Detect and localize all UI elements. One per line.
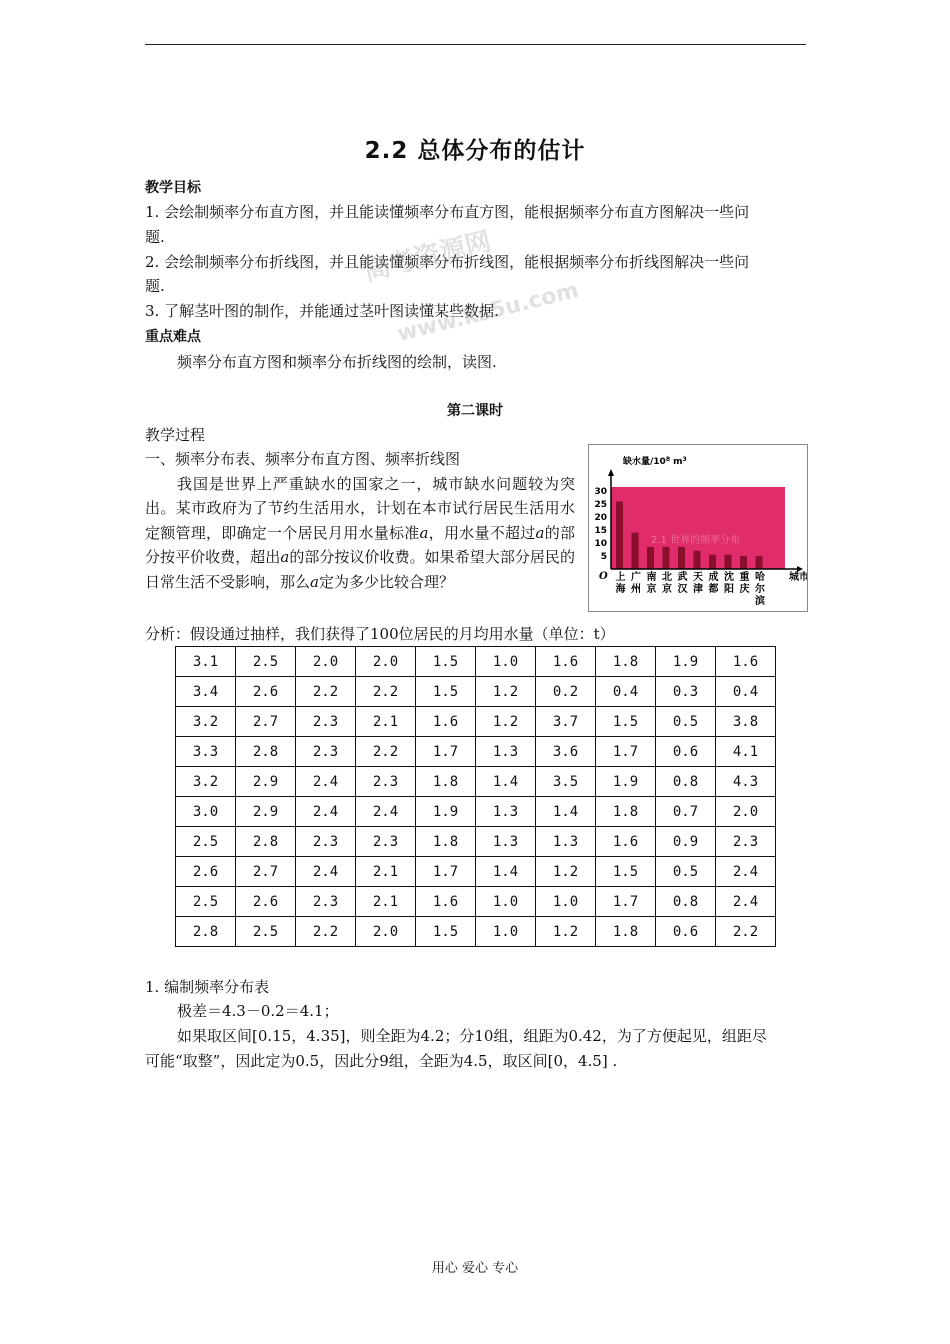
table-cell: 1.8 bbox=[596, 797, 656, 827]
table-cell: 1.3 bbox=[536, 827, 596, 857]
watermark-line1: 高考资源网 bbox=[360, 226, 495, 288]
table-row bbox=[176, 917, 776, 947]
table-cell: 3.0 bbox=[176, 797, 236, 827]
table-cell: 2.5 bbox=[236, 647, 296, 677]
table-cell: 2.3 bbox=[296, 827, 356, 857]
table-cell: 1.2 bbox=[476, 677, 536, 707]
section-heading: 一、频率分布表、频率分布直方图、频率折线图 bbox=[145, 450, 461, 468]
table-cell: 1.0 bbox=[536, 887, 596, 917]
chart-bar bbox=[756, 556, 763, 569]
table-cell: 1.2 bbox=[476, 707, 536, 737]
table-cell: 2.9 bbox=[236, 767, 296, 797]
chart-category-label: 津 bbox=[693, 584, 703, 595]
table-cell: 1.3 bbox=[476, 797, 536, 827]
table-cell: 2.9 bbox=[236, 797, 296, 827]
table-cell: 2.2 bbox=[716, 917, 776, 947]
table-cell: 1.8 bbox=[596, 647, 656, 677]
chart-ytick-label: 25 bbox=[594, 500, 607, 510]
key-text: 频率分布直方图和频率分布折线图的绘制，读图. bbox=[177, 353, 497, 371]
chart-bar bbox=[663, 547, 670, 569]
table-cell: 1.2 bbox=[536, 917, 596, 947]
table-cell: 2.0 bbox=[296, 647, 356, 677]
goal-1-line2: 题. bbox=[145, 228, 165, 246]
table-cell: 1.7 bbox=[596, 887, 656, 917]
table-cell: 2.5 bbox=[176, 827, 236, 857]
chart-category-label: 北 bbox=[662, 572, 672, 583]
table-cell: 2.1 bbox=[356, 707, 416, 737]
table-cell: 0.7 bbox=[656, 797, 716, 827]
table-cell: 2.1 bbox=[356, 887, 416, 917]
chart-category-label: 庆 bbox=[739, 584, 750, 595]
table-cell: 0.3 bbox=[656, 677, 716, 707]
table-cell: 2.2 bbox=[296, 917, 356, 947]
table-cell: 1.0 bbox=[476, 917, 536, 947]
table-cell: 0.8 bbox=[656, 767, 716, 797]
table-cell: 1.8 bbox=[416, 767, 476, 797]
step1-heading: 1. 编制频率分布表 bbox=[145, 978, 270, 996]
table-row bbox=[176, 737, 776, 767]
goal-2-line1: 2. 会绘制频率分布折线图，并且能读懂频率分布折线图，能根据频率分布折线图解决一些问 bbox=[145, 253, 750, 271]
table-cell: 1.0 bbox=[476, 647, 536, 677]
chart-category-label: 海 bbox=[615, 584, 626, 595]
chart-category-label: 州 bbox=[631, 584, 641, 595]
chart-bar bbox=[709, 555, 716, 569]
chart-category-label: 成 bbox=[708, 572, 719, 583]
table-cell: 2.4 bbox=[296, 857, 356, 887]
table-cell: 2.3 bbox=[296, 737, 356, 767]
chart-category-label: 滨 bbox=[755, 596, 765, 607]
table-cell: 1.5 bbox=[596, 857, 656, 887]
table-cell: 1.4 bbox=[476, 767, 536, 797]
chart-category-label: 汉 bbox=[677, 584, 688, 595]
chart-bar bbox=[694, 551, 701, 569]
goals-heading: 教学目标 bbox=[145, 180, 201, 196]
table-cell: 2.6 bbox=[236, 677, 296, 707]
table-cell: 2.2 bbox=[356, 737, 416, 767]
chart-bar bbox=[678, 547, 685, 569]
table-cell: 1.9 bbox=[416, 797, 476, 827]
table-cell: 1.7 bbox=[416, 737, 476, 767]
goal-3: 3. 了解茎叶图的制作，并能通过茎叶图读懂某些数据. bbox=[145, 302, 499, 320]
table-cell: 2.0 bbox=[356, 917, 416, 947]
table-cell: 0.5 bbox=[656, 857, 716, 887]
table-cell: 1.6 bbox=[416, 707, 476, 737]
table-row bbox=[176, 677, 776, 707]
table-row bbox=[176, 827, 776, 857]
table-cell: 2.4 bbox=[716, 857, 776, 887]
table-cell: 1.0 bbox=[476, 887, 536, 917]
step1-line1: 如果取区间[0.15，4.35]，则全距为4.2；分10组，组距为0.42，为了方便起见，组距尽 bbox=[177, 1027, 767, 1045]
chart-category-label: 京 bbox=[646, 584, 657, 595]
lesson-heading: 第二课时 bbox=[447, 403, 503, 419]
chart-ytick-label: 20 bbox=[594, 513, 607, 523]
table-row bbox=[176, 887, 776, 917]
table-cell: 1.7 bbox=[416, 857, 476, 887]
table-cell: 2.4 bbox=[296, 797, 356, 827]
water-shortage-chart bbox=[588, 444, 808, 612]
chart-category-label: 天 bbox=[693, 572, 703, 583]
step1-line2: 可能“取整”，因此定为0.5，因此分9组，全距为4.5，取区间[0，4.5] . bbox=[145, 1052, 618, 1070]
table-cell: 1.3 bbox=[476, 827, 536, 857]
chart-category-label: 京 bbox=[662, 584, 672, 595]
chart-xlabel: 城市 bbox=[789, 572, 807, 583]
table-cell: 0.9 bbox=[656, 827, 716, 857]
table-cell: 2.4 bbox=[716, 887, 776, 917]
chart-watermark: 2.1 世界的频率分布 bbox=[651, 535, 741, 546]
table-cell: 2.3 bbox=[356, 827, 416, 857]
chart-bar bbox=[647, 547, 654, 569]
table-cell: 1.9 bbox=[596, 767, 656, 797]
table-cell: 3.2 bbox=[176, 707, 236, 737]
table-cell: 1.6 bbox=[716, 647, 776, 677]
analysis-text: 分析：假设通过抽样，我们获得了100位居民的月均用水量（单位：t） bbox=[145, 625, 615, 643]
table-cell: 1.5 bbox=[416, 677, 476, 707]
table-cell: 3.6 bbox=[536, 737, 596, 767]
table-cell: 2.7 bbox=[236, 707, 296, 737]
table-cell: 3.7 bbox=[536, 707, 596, 737]
table-cell: 1.4 bbox=[476, 857, 536, 887]
table-cell: 3.2 bbox=[176, 767, 236, 797]
table-row bbox=[176, 857, 776, 887]
table-cell: 3.3 bbox=[176, 737, 236, 767]
table-cell: 2.0 bbox=[716, 797, 776, 827]
table-row bbox=[176, 647, 776, 677]
table-cell: 0.8 bbox=[656, 887, 716, 917]
table-cell: 1.8 bbox=[596, 917, 656, 947]
chart-bar bbox=[725, 555, 732, 569]
table-cell: 2.0 bbox=[356, 647, 416, 677]
table-cell: 3.1 bbox=[176, 647, 236, 677]
chart-category-label: 武 bbox=[677, 572, 688, 583]
table-cell: 0.6 bbox=[656, 737, 716, 767]
chart-svg bbox=[589, 445, 807, 611]
page-title: 2.2 总体分布的估计 bbox=[364, 138, 586, 164]
goal-1-line1: 1. 会绘制频率分布直方图，并且能读懂频率分布直方图，能根据频率分布直方图解决一些问 bbox=[145, 203, 750, 221]
table-cell: 2.3 bbox=[716, 827, 776, 857]
chart-category-label: 重 bbox=[739, 572, 750, 583]
key-heading: 重点难点 bbox=[145, 329, 201, 345]
table-cell: 3.4 bbox=[176, 677, 236, 707]
chart-ytick-label: 30 bbox=[594, 487, 607, 497]
goal-2-line2: 题. bbox=[145, 277, 165, 295]
table-cell: 1.6 bbox=[416, 887, 476, 917]
table-cell: 2.4 bbox=[356, 797, 416, 827]
table-cell: 2.3 bbox=[296, 707, 356, 737]
chart-ylabel: 缺水量$/10^8$ $m^3$ bbox=[623, 455, 687, 467]
problem-paragraph: 我国是世界上严重缺水的国家之一，城市缺水问题较为突出。某市政府为了节约生活用水，计划在本市试行居民生活用水定额管理，即确定一个居民月用水量标准a，用水量不超过a的部分按平价收费，超出a的部分按议价收费。如果希望大部分居民的日常生活不受影响，那么a定为多少比较合理？ bbox=[145, 475, 575, 591]
chart-category-label: 广 bbox=[631, 572, 641, 583]
table-cell: 2.2 bbox=[296, 677, 356, 707]
step1-range: 极差＝4.3－0.2＝4.1； bbox=[177, 1002, 339, 1020]
chart-category-label: 哈 bbox=[755, 572, 765, 583]
table-cell: 2.4 bbox=[296, 767, 356, 797]
table-cell: 4.1 bbox=[716, 737, 776, 767]
table-cell: 1.6 bbox=[536, 647, 596, 677]
chart-ytick-label: 15 bbox=[594, 526, 607, 536]
table-cell: 1.2 bbox=[536, 857, 596, 887]
table-cell: 2.5 bbox=[176, 887, 236, 917]
table-cell: 0.2 bbox=[536, 677, 596, 707]
table-row bbox=[176, 767, 776, 797]
table-row bbox=[176, 707, 776, 737]
table-cell: 2.7 bbox=[236, 857, 296, 887]
chart-category-label: 沈 bbox=[724, 572, 734, 583]
table-cell: 1.3 bbox=[476, 737, 536, 767]
table-cell: 2.8 bbox=[236, 737, 296, 767]
table-cell: 4.3 bbox=[716, 767, 776, 797]
table-cell: 0.4 bbox=[716, 677, 776, 707]
table-cell: 2.6 bbox=[176, 857, 236, 887]
chart-origin-label: O bbox=[599, 571, 608, 582]
table-cell: 1.9 bbox=[656, 647, 716, 677]
table-cell: 2.8 bbox=[236, 827, 296, 857]
table-cell: 1.5 bbox=[416, 917, 476, 947]
table-cell: 3.5 bbox=[536, 767, 596, 797]
table-cell: 0.5 bbox=[656, 707, 716, 737]
chart-ytick-label: 10 bbox=[594, 539, 607, 549]
water-usage-table bbox=[175, 646, 776, 947]
chart-category-label: 都 bbox=[708, 584, 719, 595]
table-row bbox=[176, 797, 776, 827]
table-cell: 0.4 bbox=[596, 677, 656, 707]
table-cell: 0.6 bbox=[656, 917, 716, 947]
chart-category-label: 南 bbox=[646, 572, 657, 583]
chart-bar bbox=[616, 501, 623, 569]
chart-category-label: 上 bbox=[615, 572, 626, 583]
table-cell: 1.7 bbox=[596, 737, 656, 767]
chart-y-arrow bbox=[608, 469, 614, 476]
watermark-line2: www.ks5u.com bbox=[394, 277, 582, 348]
table-cell: 2.3 bbox=[356, 767, 416, 797]
chart-bar bbox=[632, 533, 639, 569]
process-heading: 教学过程 bbox=[145, 426, 206, 444]
table-cell: 1.4 bbox=[536, 797, 596, 827]
table-cell: 2.2 bbox=[356, 677, 416, 707]
table-cell: 1.5 bbox=[416, 647, 476, 677]
footer: 用心 爱心 专心 bbox=[431, 1261, 519, 1276]
chart-bar bbox=[740, 556, 747, 569]
table-cell: 2.1 bbox=[356, 857, 416, 887]
table-cell: 1.8 bbox=[416, 827, 476, 857]
table-cell: 1.6 bbox=[596, 827, 656, 857]
table-cell: 2.5 bbox=[236, 917, 296, 947]
chart-ytick-label: 5 bbox=[600, 552, 607, 562]
header-rule bbox=[145, 44, 806, 45]
table-cell: 2.3 bbox=[296, 887, 356, 917]
table-cell: 2.8 bbox=[176, 917, 236, 947]
chart-category-label: 尔 bbox=[755, 584, 765, 595]
table-cell: 1.5 bbox=[596, 707, 656, 737]
table-cell: 2.6 bbox=[236, 887, 296, 917]
chart-category-label: 阳 bbox=[724, 584, 734, 595]
table-cell: 3.8 bbox=[716, 707, 776, 737]
